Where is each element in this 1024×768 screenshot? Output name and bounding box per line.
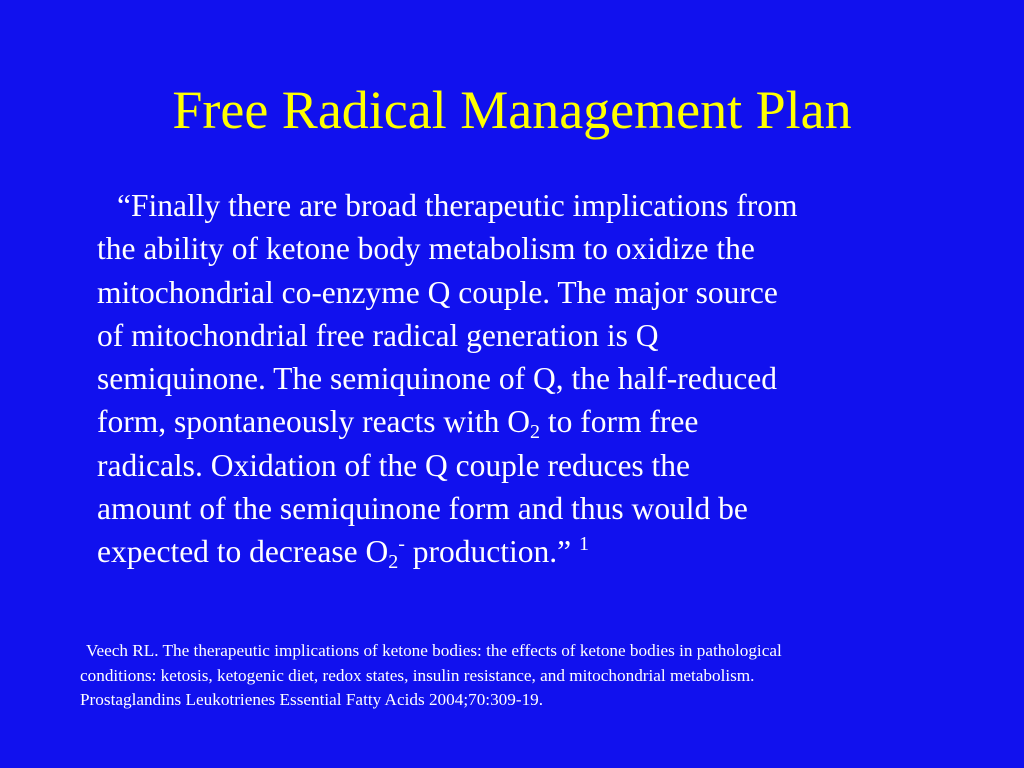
quote-text: to form free <box>540 404 699 440</box>
subscript: 2 <box>530 421 541 444</box>
superscript-charge: - <box>398 533 405 556</box>
subscript: 2 <box>388 551 399 574</box>
citation-line: Prostaglandins Leukotrienes Essential Fatty Acids 2004;70:309-19. <box>80 690 544 709</box>
quote-line: the ability of ketone body metabolism to oxidize the <box>97 231 755 267</box>
citation <box>80 639 1020 713</box>
quote-line: mitochondrial co-enzyme Q couple. The major source <box>97 274 778 310</box>
quote-line: semiquinone. The semiquinone of Q, the half-reduced <box>97 361 777 397</box>
quote-paragraph <box>97 184 987 574</box>
slide-title: Free Radical Management Plan <box>172 80 852 140</box>
quote-line <box>97 530 987 573</box>
quote-line: radicals. Oxidation of the Q couple reduces the <box>97 447 691 483</box>
citation-line: conditions: ketosis, ketogenic diet, redox states, insulin resistance, and mitochondrial metabolism. <box>80 665 755 685</box>
quote-text: form, spontaneously reacts with O <box>97 404 531 440</box>
quote-line: amount of the semiquinone form and thus would be <box>97 491 748 527</box>
quote-line: of mitochondrial free radical generation is Q <box>97 317 659 353</box>
quote-text: expected to decrease O <box>97 534 389 570</box>
footnote-reference: 1 <box>578 533 589 556</box>
quote-line: “Finally there are broad therapeutic implications from <box>117 188 798 223</box>
quote-line <box>97 400 987 443</box>
quote-text: production.” <box>404 534 579 570</box>
citation-line: Veech RL. The therapeutic implications of ketone bodies: the effects of ketone bodies in pathological <box>86 641 782 660</box>
